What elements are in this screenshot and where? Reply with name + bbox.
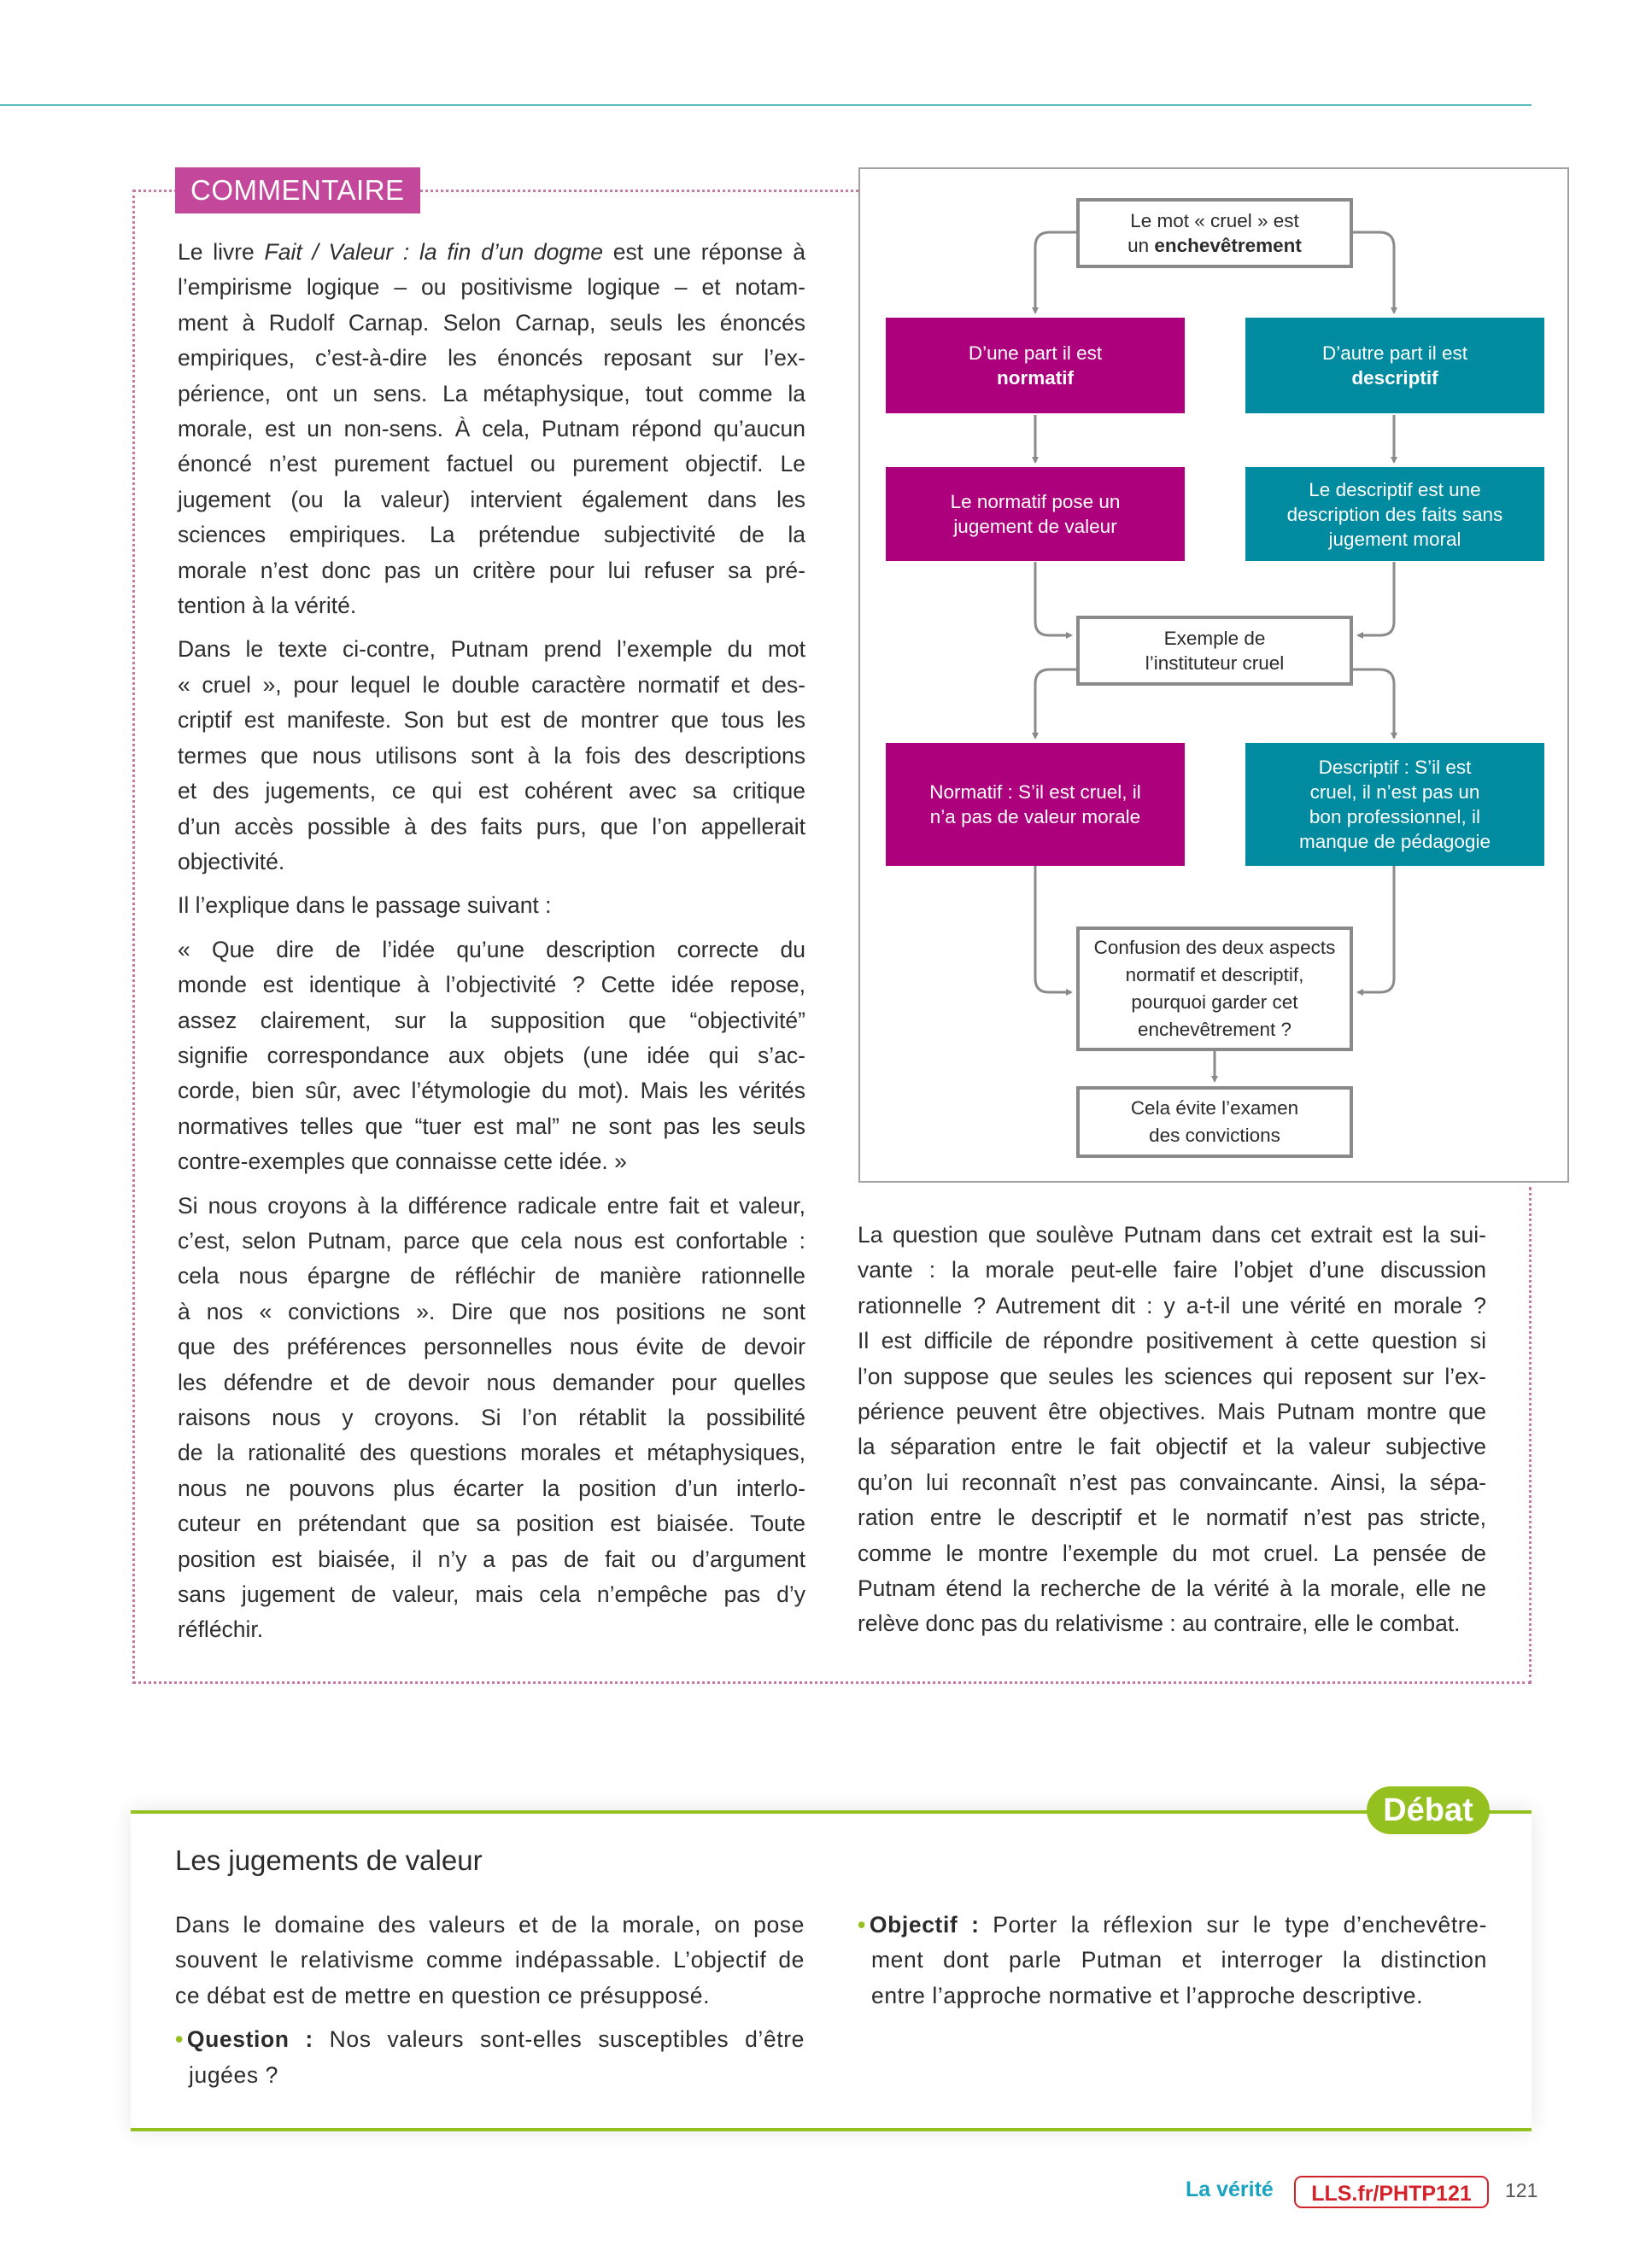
text-line bbox=[178, 888, 805, 923]
text-segment: sans jugement de valeur, mais cela n’empêche pas d’y bbox=[178, 1581, 805, 1608]
text-line bbox=[178, 553, 805, 588]
text-line bbox=[858, 1289, 1486, 1324]
question-text: jugées ? bbox=[189, 2061, 278, 2088]
bullet-icon: • bbox=[858, 1912, 866, 1938]
text-segment: monde est identique à l’objectivité ? Cette idée repose, bbox=[178, 972, 805, 998]
debate-right-column bbox=[858, 1908, 1487, 2014]
text-line bbox=[178, 1073, 805, 1108]
text-line bbox=[178, 1435, 805, 1470]
text-segment: termes que nous utilisons sont à la fois des descriptions bbox=[178, 742, 805, 769]
debate-left-column bbox=[175, 1908, 805, 2093]
objective-text: Porter la réflexion sur le type d’enchevêtre- bbox=[979, 1912, 1488, 1938]
text-segment: est une réponse à bbox=[602, 239, 805, 265]
text-segment: morale n’est donc pas un critère pour lui refuser sa pré- bbox=[178, 557, 805, 583]
debate-title: Les jugements de valeur bbox=[175, 1844, 483, 1876]
text-line bbox=[178, 739, 805, 774]
text-segment: Il est difficile de répondre positivement à cette question si bbox=[858, 1328, 1486, 1354]
text-line bbox=[178, 1400, 805, 1435]
text-segment: énoncé n’est purement factuel ou purement objectif. Le bbox=[178, 451, 805, 477]
paragraph bbox=[858, 1218, 1486, 1642]
node-text: jugement de valeur bbox=[953, 516, 1117, 537]
text-segment: cuteur en prétendant que sa position est biaisée. Toute bbox=[178, 1511, 805, 1537]
node-text: l’instituteur cruel bbox=[1145, 652, 1285, 674]
question-text: Nos valeurs sont-elles susceptibles d’être bbox=[313, 2026, 805, 2053]
text-segment: à nos « convictions ». Dire que nos positions ne sont bbox=[178, 1298, 805, 1324]
text-segment: réfléchir. bbox=[178, 1616, 264, 1643]
text-segment: jugement (ou la valeur) intervient également dans les bbox=[178, 486, 805, 512]
node-text: bon professionnel, il bbox=[1309, 806, 1481, 827]
text-segment: corde, bien sûr, avec l’étymologie du mot). Mais les vérités bbox=[178, 1078, 805, 1104]
text-line bbox=[178, 270, 805, 305]
text-segment: ration entre le descriptif et le normatif n’est pas stricte, bbox=[858, 1505, 1486, 1531]
text-line bbox=[858, 1324, 1486, 1359]
node-normatif-judgement bbox=[886, 467, 1185, 561]
paragraph bbox=[178, 888, 805, 923]
text-line: Dans le domaine des valeurs et de la morale, on pose bbox=[175, 1912, 805, 1938]
node-text: Le normatif pose un bbox=[950, 491, 1121, 512]
text-segment: nous ne pouvons plus écarter la position d’un interlo- bbox=[178, 1475, 805, 1501]
text-line bbox=[178, 1577, 805, 1612]
text-line bbox=[178, 632, 805, 667]
text-line bbox=[178, 967, 805, 1002]
debate-intro bbox=[175, 1908, 805, 2014]
text-segment: Il l’explique dans le passage suivant : bbox=[178, 892, 552, 919]
debate-question bbox=[175, 2022, 805, 2093]
text-line bbox=[178, 412, 805, 447]
text-segment: sciences empiriques. La prétendue subjectivité de la bbox=[178, 522, 805, 548]
arrow bbox=[1358, 866, 1394, 992]
text-line bbox=[178, 1506, 805, 1541]
text-line bbox=[178, 482, 805, 517]
text-line bbox=[858, 1429, 1486, 1464]
text-segment: Si nous croyons à la différence radicale entre fait et valeur, bbox=[178, 1192, 805, 1219]
arrow bbox=[1353, 232, 1394, 313]
paragraph bbox=[178, 1189, 805, 1648]
text-line bbox=[178, 810, 805, 845]
text-line bbox=[178, 1330, 805, 1365]
text-line bbox=[178, 306, 805, 341]
arrow bbox=[1035, 562, 1071, 635]
text-segment: l’on suppose que seules les sciences qui reposent sur l’ex- bbox=[858, 1363, 1486, 1389]
text-segment: position est biaisée, il n’y a pas de fait ou d’argument bbox=[178, 1546, 805, 1572]
text-segment: normatives telles que “tuer est mal” ne sont pas les seuls bbox=[178, 1113, 805, 1139]
text-segment: « Que dire de l’idée qu’une description correcte du bbox=[178, 936, 805, 962]
text-segment: Dans le texte ci-contre, Putnam prend l’exemple du mot bbox=[178, 636, 805, 663]
text-line bbox=[178, 668, 805, 703]
text-segment: morale, est un non-sens. À cela, Putnam répond qu’aucun bbox=[178, 416, 805, 442]
arrow bbox=[1353, 669, 1394, 738]
text-line bbox=[178, 1144, 805, 1179]
objective-text: entre l’approche normative et l’approche descriptive. bbox=[871, 1982, 1424, 2008]
node-text-bold: normatif bbox=[996, 367, 1074, 389]
text-segment: rationnelle ? Autrement dit : y a-t-il une vérité en morale ? bbox=[858, 1292, 1486, 1318]
text-line bbox=[178, 1542, 805, 1577]
text-segment: comme le montre l’exemple du mot cruel. La pensée de bbox=[858, 1540, 1486, 1566]
node-text-bold: descriptif bbox=[1351, 367, 1438, 389]
text-line bbox=[858, 1465, 1486, 1500]
node-descriptif-description bbox=[1245, 467, 1544, 561]
text-line bbox=[178, 1259, 805, 1294]
arrow bbox=[1358, 562, 1394, 635]
text-line bbox=[178, 447, 805, 482]
node-text: Le mot « cruel » est bbox=[1130, 210, 1299, 231]
text-line bbox=[178, 1295, 805, 1330]
node-normatif bbox=[886, 318, 1185, 413]
text-line bbox=[178, 845, 805, 880]
node-text: Descriptif : S’il est bbox=[1318, 757, 1472, 778]
node-descriptif bbox=[1245, 318, 1544, 413]
node-text: n’a pas de valeur morale bbox=[929, 806, 1141, 827]
text-segment: La question que soulève Putnam dans cet extrait est la sui- bbox=[858, 1222, 1486, 1248]
footer-section-title: La vérité bbox=[1186, 2177, 1274, 2201]
node-text: jugement moral bbox=[1328, 528, 1461, 550]
text-segment: relève donc pas du relativisme : au contraire, elle le combat. bbox=[858, 1610, 1461, 1637]
node-text: un bbox=[1128, 235, 1155, 256]
commentary-frame-right bbox=[1529, 1187, 1532, 1684]
text-line bbox=[178, 377, 805, 412]
text-segment: tention à la vérité. bbox=[178, 593, 357, 619]
node-text: Cela évite l’examen bbox=[1130, 1097, 1299, 1119]
book-title: Fait / Valeur : la fin d’un dogme bbox=[264, 239, 603, 265]
node-text: normatif et descriptif, bbox=[1125, 964, 1304, 985]
flowchart bbox=[858, 167, 1569, 1183]
node-text: Confusion des deux aspects bbox=[1093, 937, 1336, 958]
text-line: souvent le relativisme comme indépassable. L’objectif de bbox=[175, 1947, 805, 1973]
text-line bbox=[178, 1471, 805, 1506]
text-segment: « cruel », pour lequel le double caractère normatif et des- bbox=[178, 671, 805, 698]
text-line bbox=[178, 932, 805, 967]
node-text: description des faits sans bbox=[1286, 503, 1503, 525]
text-line bbox=[178, 1038, 805, 1073]
node-text: des convictions bbox=[1149, 1125, 1280, 1146]
text-segment: signifie correspondance aux objets (une idée qui s’ac- bbox=[178, 1042, 805, 1068]
text-segment: les défendre et de devoir nous demander pour quelles bbox=[178, 1369, 805, 1395]
node-text: cruel, il n’est pas un bbox=[1309, 781, 1480, 803]
text-line bbox=[178, 1189, 805, 1224]
text-line bbox=[178, 1612, 805, 1647]
text-line bbox=[858, 1571, 1486, 1606]
text-line bbox=[858, 1606, 1486, 1641]
node-normatif-example bbox=[886, 743, 1185, 866]
text-segment: empiriques, c’est-à-dire les énoncés reposant sur l’ex- bbox=[178, 345, 805, 371]
text-segment: de la rationalité des questions morales et métaphysiques, bbox=[178, 1440, 805, 1466]
text-line bbox=[178, 1365, 805, 1400]
objective-text: ment dont parle Putman et interroger la distinction bbox=[871, 1947, 1487, 1973]
text-segment: objectivité. bbox=[178, 848, 285, 874]
node-text: Normatif : S’il est cruel, il bbox=[929, 781, 1141, 803]
text-line bbox=[178, 341, 805, 376]
page-number: 121 bbox=[1505, 2179, 1538, 2201]
paragraph bbox=[178, 632, 805, 880]
text-line bbox=[178, 703, 805, 738]
text-line bbox=[858, 1253, 1486, 1288]
text-line bbox=[178, 1003, 805, 1038]
node-example bbox=[1076, 616, 1353, 686]
text-line bbox=[178, 1224, 805, 1259]
debate-badge: Débat bbox=[1367, 1786, 1490, 1834]
node-confusion bbox=[1076, 926, 1353, 1051]
text-line bbox=[858, 1536, 1486, 1571]
text-segment: l’empirisme logique – ou positivisme logique – et notam- bbox=[178, 274, 805, 301]
node-text: Le descriptif est une bbox=[1309, 478, 1481, 500]
text-line bbox=[858, 1394, 1486, 1429]
text-segment: contre-exemples que connaisse cette idée. » bbox=[178, 1149, 627, 1175]
text-segment: assez clairement, sur la supposition que “objectivité” bbox=[178, 1007, 805, 1033]
node-text: manque de pédagogie bbox=[1299, 831, 1491, 852]
text-segment: périence peuvent être objectives. Mais Putnam montre que bbox=[858, 1399, 1486, 1425]
bullet-icon: • bbox=[175, 2026, 184, 2053]
objective-label: Objectif : bbox=[869, 1912, 980, 1938]
text-segment: criptif est manifeste. Son but est de montrer que tous les bbox=[178, 707, 805, 734]
text-line bbox=[858, 1359, 1486, 1394]
header-rule bbox=[0, 104, 1532, 106]
node-descriptif-example bbox=[1245, 743, 1544, 866]
text-line bbox=[178, 1109, 805, 1144]
node-text: pourquoi garder cet bbox=[1131, 991, 1298, 1013]
commentary-right-column bbox=[858, 1218, 1486, 1651]
node-text: D’autre part il est bbox=[1321, 342, 1468, 364]
text-line bbox=[178, 774, 805, 809]
commentary-left-column bbox=[178, 235, 805, 1657]
text-line bbox=[178, 588, 805, 623]
paragraph bbox=[178, 235, 805, 623]
text-segment: c’est, selon Putnam, parce que cela nous est confortable : bbox=[178, 1227, 805, 1254]
text-segment: Le livre bbox=[178, 239, 265, 265]
text-segment: d’un accès possible à des faits purs, que l’on appellerait bbox=[178, 813, 805, 839]
text-line bbox=[858, 1218, 1486, 1253]
node-conclusion bbox=[1076, 1086, 1353, 1158]
text-segment: qu’on lui reconnaît n’est pas convaincante. Ainsi, la sépa- bbox=[858, 1469, 1486, 1495]
text-line bbox=[178, 235, 805, 270]
text-line bbox=[178, 517, 805, 552]
node-text: D’une part il est bbox=[968, 342, 1103, 364]
arrow bbox=[1035, 866, 1071, 992]
node-text: enchevêtrement ? bbox=[1137, 1019, 1292, 1040]
text-segment: vante : la morale peut-elle faire l’objet d’une discussion bbox=[858, 1257, 1486, 1283]
arrow bbox=[1035, 669, 1076, 738]
commentary-label: COMMENTAIRE bbox=[175, 167, 420, 213]
text-line: ce débat est de mettre en question ce présupposé. bbox=[175, 1982, 711, 2008]
text-line bbox=[858, 1500, 1486, 1535]
question-label: Question : bbox=[186, 2026, 313, 2053]
footer-link[interactable]: LLS.fr/PHTP121 bbox=[1294, 2176, 1489, 2208]
node-text-bold: enchevêtrement bbox=[1154, 235, 1302, 256]
text-segment: et des jugements, ce qui est cohérent avec sa critique bbox=[178, 778, 805, 804]
node-text: Exemple de bbox=[1163, 628, 1266, 649]
text-segment: ment à Rudolf Carnap. Selon Carnap, seuls les énoncés bbox=[178, 309, 805, 336]
text-segment: la séparation entre le fait objectif et la valeur subjective bbox=[858, 1434, 1486, 1460]
text-segment: Putnam étend la recherche de la vérité à la morale, elle ne bbox=[858, 1575, 1486, 1602]
text-segment: cela nous épargne de réfléchir de manière rationnelle bbox=[178, 1263, 805, 1289]
text-segment: périence, ont un sens. La métaphysique, tout comme la bbox=[178, 380, 805, 406]
arrow bbox=[1035, 232, 1076, 313]
text-segment: raisons nous y croyons. Si l’on rétablit la possibilité bbox=[178, 1405, 805, 1430]
node-cruel-word bbox=[1076, 198, 1353, 268]
text-segment: que des préférences personnelles nous évite de devoir bbox=[178, 1334, 805, 1360]
paragraph bbox=[178, 932, 805, 1180]
